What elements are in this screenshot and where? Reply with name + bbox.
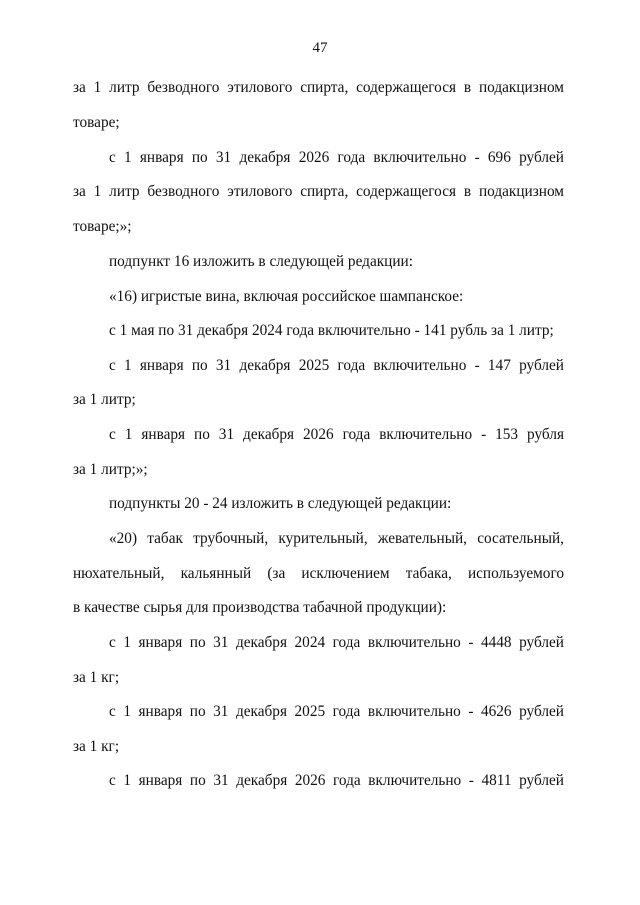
text-line: за 1 литр;»; [73, 461, 148, 478]
text-line: с 1 января по 31 декабря 2026 года включительно - 153 рубля [109, 426, 564, 443]
text-line: товаре;»; [73, 218, 132, 235]
text-line: «20) табак трубочный, курительный, жевательный, сосательный, [109, 530, 564, 547]
text-line: товаре; [73, 114, 120, 131]
text-line: подпункты 20 - 24 изложить в следующей редакции: [109, 495, 452, 512]
text-line: за 1 кг; [73, 738, 120, 755]
text-line: с 1 января по 31 декабря 2025 года включительно - 147 рублей [109, 357, 564, 374]
text-line: с 1 января по 31 декабря 2026 года включительно - 4811 рублей [109, 772, 564, 789]
text-line: в качестве сырья для производства табачной продукции): [73, 599, 447, 616]
text-line: с 1 января по 31 декабря 2025 года включительно - 4626 рублей [109, 703, 564, 720]
text-line: за 1 литр безводного этилового спирта, содержащегося в подакцизном [73, 79, 564, 96]
page-number: 47 [312, 40, 328, 56]
text-line: нюхательный, кальянный (за исключением табака, используемого [73, 565, 564, 582]
text-line: «16) игристые вина, включая российское шампанское: [109, 288, 464, 305]
text-line: с 1 мая по 31 декабря 2024 года включительно - 141 рубль за 1 литр; [109, 322, 554, 339]
text-line: подпункт 16 изложить в следующей редакции: [109, 253, 413, 270]
text-line: за 1 литр; [73, 391, 136, 408]
text-line: за 1 литр безводного этилового спирта, содержащегося в подакцизном [73, 183, 564, 200]
text-line: с 1 января по 31 декабря 2024 года включительно - 4448 рублей [109, 634, 564, 651]
text-line: за 1 кг; [73, 669, 120, 686]
text-line: с 1 января по 31 декабря 2026 года включительно - 696 рублей [109, 149, 564, 166]
